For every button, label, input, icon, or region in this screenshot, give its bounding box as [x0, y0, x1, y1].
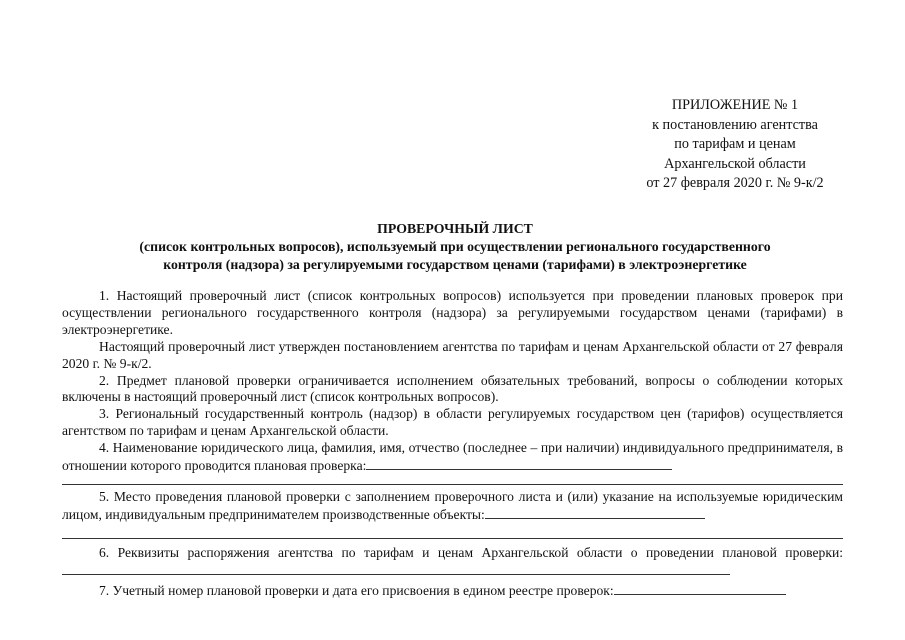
appendix-resolution-line: к постановлению агентства: [652, 116, 818, 133]
appendix-region-line: Архангельской области: [664, 155, 806, 172]
fill-line-order-details[interactable]: [62, 562, 730, 575]
paragraph-4-text: 4. Наименование юридического лица, фамилия, имя, отчество (последнее – при наличии) индивидуального предпринимателя, в отношении которого проводится плановая проверка:: [62, 440, 843, 474]
appendix-agency-line: по тарифам и ценам: [674, 136, 796, 152]
document-body: [62, 288, 843, 600]
appendix-date-line: от 27 февраля 2020 г. № 9-к/2: [646, 175, 824, 191]
title-subtitle-line-1: (список контрольных вопросов), используемый при осуществлении регионального государственного: [139, 239, 771, 255]
paragraph-approval: Настоящий проверочный лист утвержден постановлением агентства по тарифам и ценам Архангельской области от 27 февраля 2020 г. № 9-к/2.: [62, 338, 843, 371]
fill-line-entity-name-continued[interactable]: [62, 484, 843, 485]
fill-line-registry-number[interactable]: [614, 582, 786, 595]
paragraph-6: [62, 545, 843, 580]
paragraph-2: 2. Предмет плановой проверки ограничивается исполнением обязательных требований, вопросы о соблюдении которых включены в настоящий проверочный лист (список контрольных вопросов).: [62, 372, 843, 405]
paragraph-5-text: 5. Место проведения плановой проверки с заполнением проверочного листа и (или) указание на используемые юридическим лицом, индивидуальным предпринимателем производственные объекты:: [62, 488, 843, 522]
appendix-number: ПРИЛОЖЕНИЕ № 1: [671, 97, 799, 113]
document-title: [60, 220, 850, 275]
title-subtitle-line-2: контроля (надзора) за регулируемыми государством ценами (тарифами) в электроэнергетике: [163, 257, 747, 273]
paragraph-6-text: 6. Реквизиты распоряжения агентства по тарифам и ценам Архангельской области о проведении плановой проверки:: [99, 544, 843, 560]
fill-line-location-continued[interactable]: [62, 538, 843, 539]
paragraph-5: [62, 489, 843, 524]
fill-line-entity-name[interactable]: [366, 457, 672, 470]
fill-line-location[interactable]: [485, 506, 705, 519]
paragraph-3: 3. Региональный государственный контроль (надзор) в области регулируемых государством цен (тарифов) осуществляется агентством по тарифам и ценам Архангельской области.: [62, 406, 843, 439]
paragraph-4: [62, 440, 843, 475]
paragraph-7: [62, 582, 843, 600]
paragraph-7-text: 7. Учетный номер плановой проверки и дата его присвоения в едином реестре проверок:: [99, 582, 614, 598]
appendix-block: [600, 96, 870, 194]
paragraph-1: 1. Настоящий проверочный лист (список контрольных вопросов) используется при проведении плановых проверок при осуществлении регионального государственного контроля (надзора) за регулируемыми государством ценами (тарифами) в электроэнергетике.: [62, 288, 843, 337]
title-heading: ПРОВЕРОЧНЫЙ ЛИСТ: [377, 221, 533, 236]
